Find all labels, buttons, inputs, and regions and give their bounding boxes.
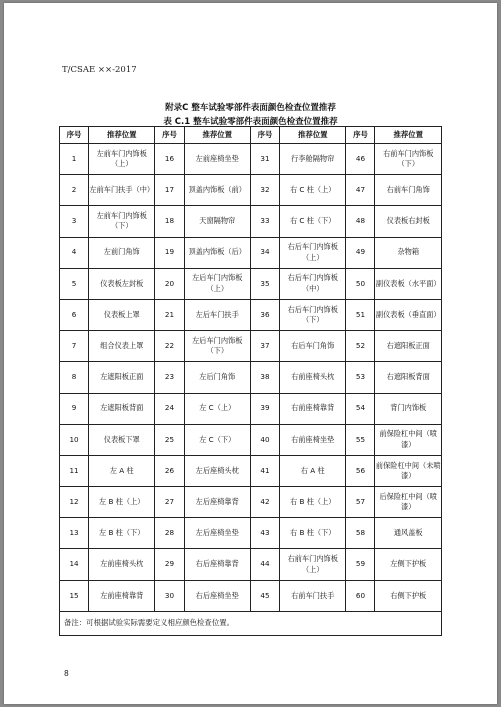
item-number: 7 bbox=[60, 331, 89, 362]
recommended-position: 仪表板下罩 bbox=[89, 424, 155, 455]
item-number: 36 bbox=[250, 299, 279, 330]
item-number: 30 bbox=[155, 580, 184, 611]
recommended-position: 背门内饰板 bbox=[375, 393, 442, 424]
table-row bbox=[60, 424, 442, 455]
item-number: 17 bbox=[155, 175, 184, 206]
recommended-position: 左后座椅头枕 bbox=[184, 455, 250, 486]
recommended-position: 顶盖内饰板（后） bbox=[184, 237, 250, 268]
recommended-position: 左后车门扶手 bbox=[184, 299, 250, 330]
item-number: 52 bbox=[346, 331, 375, 362]
recommended-position: 前保险杠中间（未喷漆） bbox=[375, 455, 442, 486]
recommended-position: 左侧下护板 bbox=[375, 549, 442, 580]
header-cell: 推荐位置 bbox=[89, 127, 155, 144]
item-number: 11 bbox=[60, 455, 89, 486]
item-number: 49 bbox=[346, 237, 375, 268]
table-row bbox=[60, 393, 442, 424]
recommended-position: 左遮阳板背面 bbox=[89, 393, 155, 424]
recommended-position: 左后座椅靠背 bbox=[184, 487, 250, 518]
item-number: 50 bbox=[346, 268, 375, 299]
item-number: 47 bbox=[346, 175, 375, 206]
header-cell: 序号 bbox=[250, 127, 279, 144]
recommended-position: 左 C（下） bbox=[184, 424, 250, 455]
item-number: 23 bbox=[155, 362, 184, 393]
recommended-position: 右 C 柱（上） bbox=[280, 175, 346, 206]
recommended-position: 右 C 柱（下） bbox=[280, 206, 346, 237]
table-row bbox=[60, 549, 442, 580]
recommended-position: 右遮阳板背面 bbox=[375, 362, 442, 393]
item-number: 10 bbox=[60, 424, 89, 455]
header-cell: 推荐位置 bbox=[184, 127, 250, 144]
item-number: 46 bbox=[346, 144, 375, 175]
item-number: 3 bbox=[60, 206, 89, 237]
table-row bbox=[60, 237, 442, 268]
recommended-position: 右后车门角饰 bbox=[280, 331, 346, 362]
item-number: 58 bbox=[346, 518, 375, 549]
item-number: 28 bbox=[155, 518, 184, 549]
recommended-position: 前保险杠中间（喷漆） bbox=[375, 424, 442, 455]
item-number: 19 bbox=[155, 237, 184, 268]
table-row bbox=[60, 331, 442, 362]
table-row bbox=[60, 299, 442, 330]
recommended-position: 左 B 柱（上） bbox=[89, 487, 155, 518]
item-number: 43 bbox=[250, 518, 279, 549]
recommended-position: 左前座椅头枕 bbox=[89, 549, 155, 580]
item-number: 45 bbox=[250, 580, 279, 611]
page-number: 8 bbox=[64, 669, 69, 678]
recommended-position: 左前门角饰 bbox=[89, 237, 155, 268]
recommended-position: 左后车门内饰板（下） bbox=[184, 331, 250, 362]
recommended-position: 左 B 柱（下） bbox=[89, 518, 155, 549]
note-row bbox=[60, 611, 442, 635]
item-number: 25 bbox=[155, 424, 184, 455]
recommended-position: 天窗隔物帘 bbox=[184, 206, 250, 237]
recommended-position: 左后门角饰 bbox=[184, 362, 250, 393]
recommended-position: 右后车门内饰板（上） bbox=[280, 237, 346, 268]
item-number: 31 bbox=[250, 144, 279, 175]
header-cell: 推荐位置 bbox=[375, 127, 442, 144]
item-number: 41 bbox=[250, 455, 279, 486]
item-number: 15 bbox=[60, 580, 89, 611]
recommended-position: 右前车门内饰板（上） bbox=[280, 549, 346, 580]
table-row bbox=[60, 206, 442, 237]
recommended-position: 右遮阳板正面 bbox=[375, 331, 442, 362]
item-number: 54 bbox=[346, 393, 375, 424]
item-number: 21 bbox=[155, 299, 184, 330]
header-cell: 序号 bbox=[60, 127, 89, 144]
header-cell: 序号 bbox=[346, 127, 375, 144]
recommended-position: 左后座椅坐垫 bbox=[184, 518, 250, 549]
item-number: 12 bbox=[60, 487, 89, 518]
table-row bbox=[60, 455, 442, 486]
table-title: 表 C.1 整车试验零部件表面颜色检查位置推荐 bbox=[163, 117, 338, 127]
item-number: 18 bbox=[155, 206, 184, 237]
recommended-position: 右前座椅靠背 bbox=[280, 393, 346, 424]
item-number: 8 bbox=[60, 362, 89, 393]
item-number: 16 bbox=[155, 144, 184, 175]
header-cell: 推荐位置 bbox=[280, 127, 346, 144]
item-number: 22 bbox=[155, 331, 184, 362]
item-number: 38 bbox=[250, 362, 279, 393]
item-number: 29 bbox=[155, 549, 184, 580]
item-number: 53 bbox=[346, 362, 375, 393]
recommended-position: 右前座椅头枕 bbox=[280, 362, 346, 393]
item-number: 44 bbox=[250, 549, 279, 580]
recommended-position: 左前车门内饰板（上） bbox=[89, 144, 155, 175]
item-number: 5 bbox=[60, 268, 89, 299]
recommended-position: 右后座椅靠背 bbox=[184, 549, 250, 580]
recommended-position: 通风盖板 bbox=[375, 518, 442, 549]
item-number: 48 bbox=[346, 206, 375, 237]
item-number: 60 bbox=[346, 580, 375, 611]
table-row bbox=[60, 518, 442, 549]
table-row bbox=[60, 268, 442, 299]
item-number: 35 bbox=[250, 268, 279, 299]
recommended-position: 左遮阳板正面 bbox=[89, 362, 155, 393]
item-number: 40 bbox=[250, 424, 279, 455]
recommended-position: 行李舱隔物帘 bbox=[280, 144, 346, 175]
recommended-position: 左 A 柱 bbox=[89, 455, 155, 486]
standard-code: T/CSAE ××-2017 bbox=[62, 65, 137, 75]
recommended-position: 右侧下护板 bbox=[375, 580, 442, 611]
table-row bbox=[60, 144, 442, 175]
recommended-position: 右 A 柱 bbox=[280, 455, 346, 486]
item-number: 34 bbox=[250, 237, 279, 268]
recommended-position: 右后车门内饰板（中） bbox=[280, 268, 346, 299]
item-number: 57 bbox=[346, 487, 375, 518]
appendix-title: 附录C 整车试验零部件表面颜色检查位置推荐 bbox=[165, 103, 336, 113]
item-number: 55 bbox=[346, 424, 375, 455]
recommended-position: 左前车门内饰板（下） bbox=[89, 206, 155, 237]
item-number: 42 bbox=[250, 487, 279, 518]
recommended-position: 副仪表板（垂直面） bbox=[375, 299, 442, 330]
table-row bbox=[60, 487, 442, 518]
recommended-position: 左 C（上） bbox=[184, 393, 250, 424]
item-number: 6 bbox=[60, 299, 89, 330]
item-number: 26 bbox=[155, 455, 184, 486]
item-number: 56 bbox=[346, 455, 375, 486]
recommended-position: 副仪表板（水平面） bbox=[375, 268, 442, 299]
table-row bbox=[60, 362, 442, 393]
item-number: 32 bbox=[250, 175, 279, 206]
recommended-position: 后保险杠中间（喷漆） bbox=[375, 487, 442, 518]
item-number: 20 bbox=[155, 268, 184, 299]
recommended-position: 组合仪表上罩 bbox=[89, 331, 155, 362]
item-number: 27 bbox=[155, 487, 184, 518]
recommended-position: 右前车门内饰板（下） bbox=[375, 144, 442, 175]
item-number: 39 bbox=[250, 393, 279, 424]
table-header-row bbox=[60, 127, 442, 144]
table-row bbox=[60, 175, 442, 206]
item-number: 33 bbox=[250, 206, 279, 237]
recommended-position: 右后座椅坐垫 bbox=[184, 580, 250, 611]
header-cell: 序号 bbox=[155, 127, 184, 144]
recommended-position: 右后车门内饰板（下） bbox=[280, 299, 346, 330]
recommended-position: 仪表板左封板 bbox=[89, 268, 155, 299]
recommended-position: 右 B 柱（上） bbox=[280, 487, 346, 518]
recommended-position: 右前车门扶手 bbox=[280, 580, 346, 611]
recommended-position: 右前座椅坐垫 bbox=[280, 424, 346, 455]
item-number: 37 bbox=[250, 331, 279, 362]
inspection-position-table bbox=[59, 126, 442, 636]
recommended-position: 仪表板上罩 bbox=[89, 299, 155, 330]
item-number: 13 bbox=[60, 518, 89, 549]
item-number: 9 bbox=[60, 393, 89, 424]
table-note: 备注：可根据试验实际需要定义相应颜色检查位置。 bbox=[60, 611, 442, 635]
recommended-position: 仪表板右封板 bbox=[375, 206, 442, 237]
recommended-position: 左后车门内饰板（上） bbox=[184, 268, 250, 299]
recommended-position: 顶盖内饰板（前） bbox=[184, 175, 250, 206]
table-row bbox=[60, 580, 442, 611]
item-number: 24 bbox=[155, 393, 184, 424]
item-number: 59 bbox=[346, 549, 375, 580]
recommended-position: 杂物箱 bbox=[375, 237, 442, 268]
item-number: 1 bbox=[60, 144, 89, 175]
document-page bbox=[4, 3, 497, 704]
recommended-position: 左前座椅靠背 bbox=[89, 580, 155, 611]
item-number: 14 bbox=[60, 549, 89, 580]
recommended-position: 左前车门扶手（中） bbox=[89, 175, 155, 206]
recommended-position: 右前车门角饰 bbox=[375, 175, 442, 206]
recommended-position: 右 B 柱（下） bbox=[280, 518, 346, 549]
item-number: 2 bbox=[60, 175, 89, 206]
item-number: 51 bbox=[346, 299, 375, 330]
item-number: 4 bbox=[60, 237, 89, 268]
recommended-position: 左前座椅坐垫 bbox=[184, 144, 250, 175]
